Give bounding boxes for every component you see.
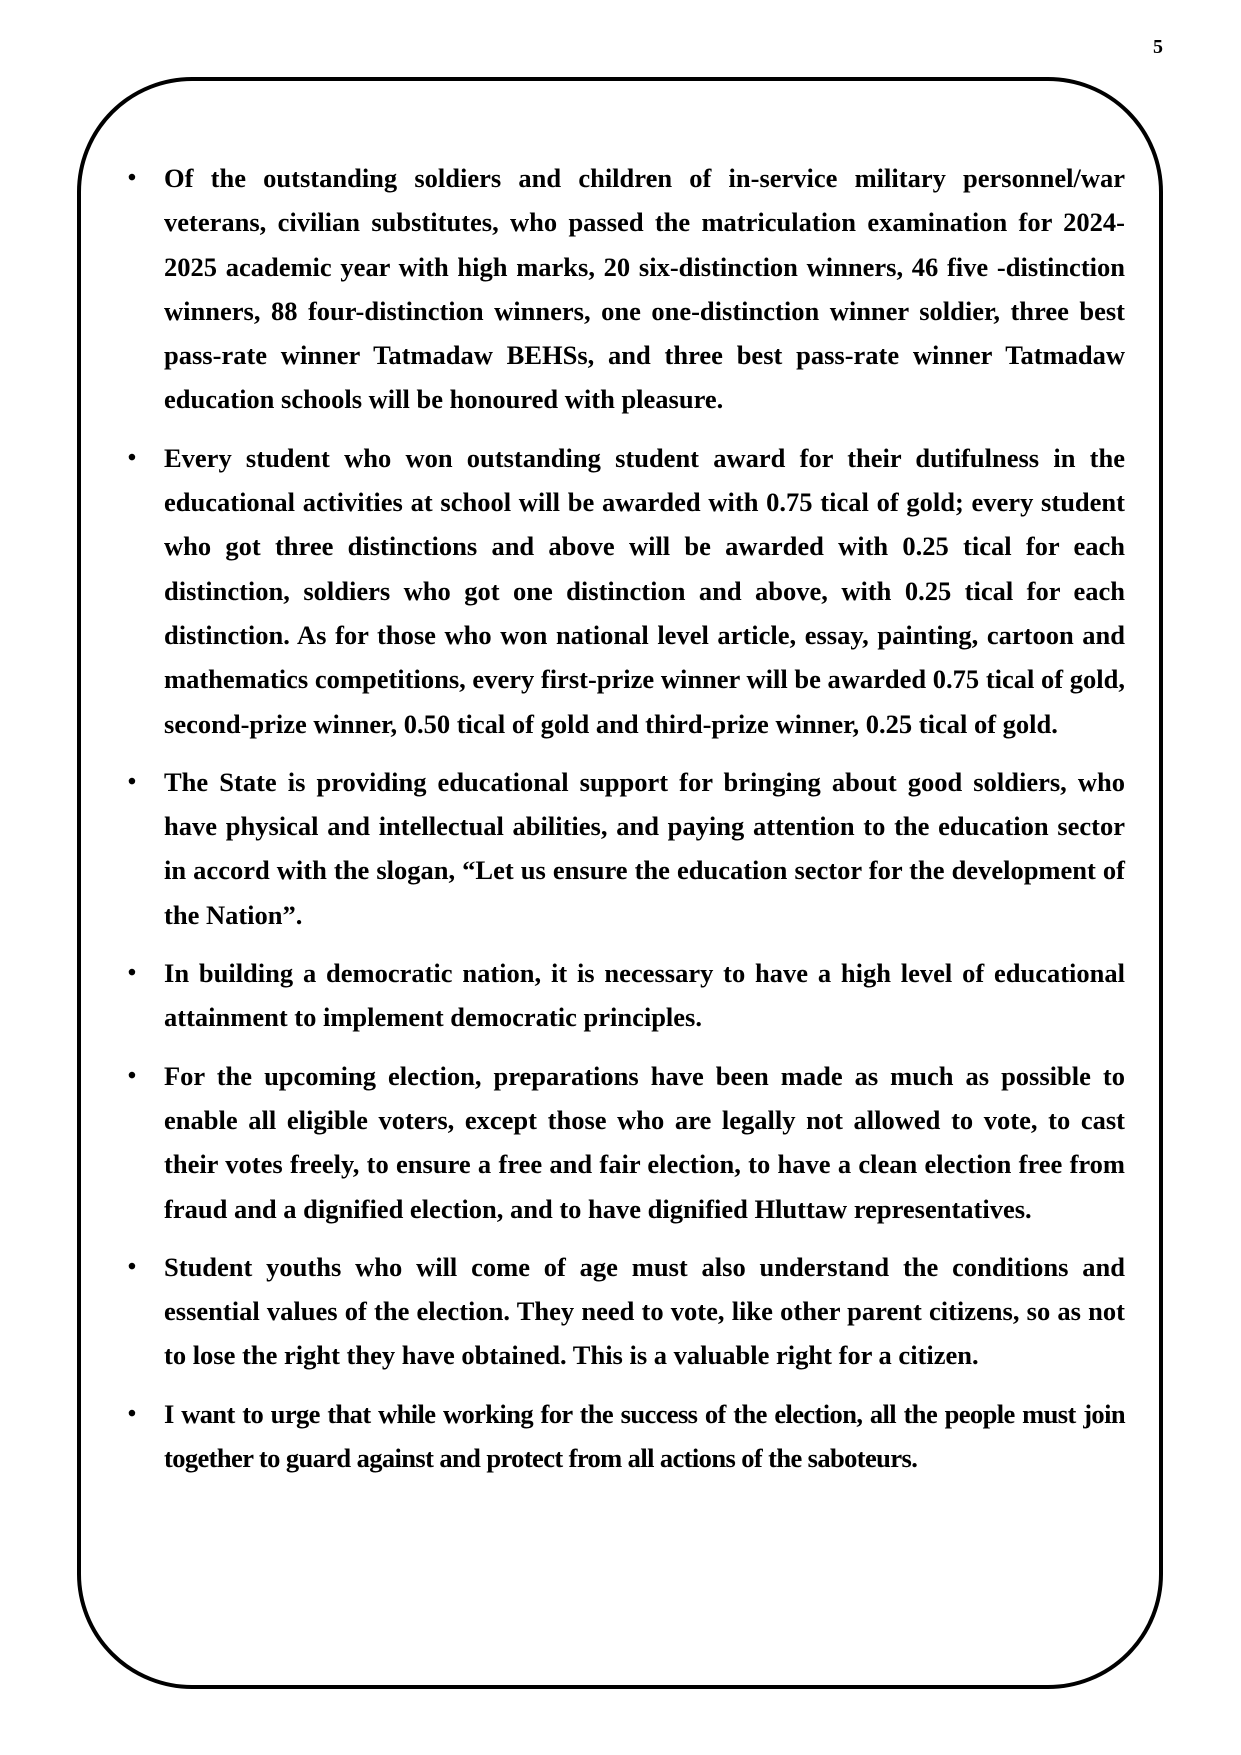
list-item (122, 760, 1125, 937)
bullet-text: Every student who won outstanding student award for their dutifulness in the educational activities at school will be awarded with 0.75 tical of gold; every student who got three distinctions and above will be awarded with 0.25 tical for each distinction, soldiers who got one distinction and above, with 0.25 tical for each distinction. As for those who won national level article, essay, painting, cartoon and mathematics competitions, every first-prize winner will be awarded 0.75 tical of gold, second-prize winner, 0.50 tical of gold and third-prize winner, 0.25 tical of gold. (164, 442, 1125, 739)
list-item (122, 1245, 1125, 1378)
bullet-text: I want to urge that while working for the success of the election, all the people must join together to guard against and protect from all actions of the saboteurs. (164, 1398, 1125, 1474)
list-item (122, 436, 1125, 746)
bullet-icon: • (127, 165, 137, 191)
bullet-text: The State is providing educational support for bringing about good soldiers, who have physical and intellectual abilities, and paying attention to the education sector in accord with the slogan, “Let us ensure the education sector for the development of the Nation”. (164, 766, 1125, 930)
bullet-text: In building a democratic nation, it is necessary to have a high level of educational attainment to implement democratic principles. (164, 958, 1125, 1033)
list-item (122, 951, 1125, 1040)
bullet-text: Student youths who will come of age must also understand the conditions and essential values of the election. They need to vote, like other parent citizens, so as not to lose the right they have obtained. This is a valuable right for a citizen. (164, 1251, 1125, 1371)
bullet-icon: • (127, 768, 137, 795)
bullet-icon: • (127, 1253, 137, 1280)
list-item (122, 156, 1125, 422)
bullet-text: For the upcoming election, preparations have been made as much as possible to enable all eligible voters, except those who are legally not allowed to vote, to cast their votes freely, to ensure a free and fair election, to have a clean election free from fraud and a dignified election, and to have dignified Hluttaw representatives. (164, 1060, 1125, 1224)
bullet-icon: • (127, 1062, 137, 1089)
bullet-text: Of the outstanding soldiers and children of in-service military personnel/war veterans, civilian substitutes, who passed the matriculation examination for 2024-2025 academic year with high marks, 20 six-distinction winners, 46 five -distinction winners, 88 four-distinction winners, one one-distinction winner soldier, three best pass-rate winner Tatmadaw BEHSs, and three best pass-rate winner Tatmadaw education schools will be honoured with pleasure. (164, 163, 1125, 415)
bullet-icon: • (127, 960, 137, 987)
bullet-list (122, 156, 1125, 1494)
page-number: 5 (1153, 36, 1163, 58)
bullet-icon: • (127, 1400, 137, 1427)
list-item (122, 1392, 1125, 1481)
bullet-icon: • (127, 444, 137, 471)
list-item (122, 1054, 1125, 1231)
